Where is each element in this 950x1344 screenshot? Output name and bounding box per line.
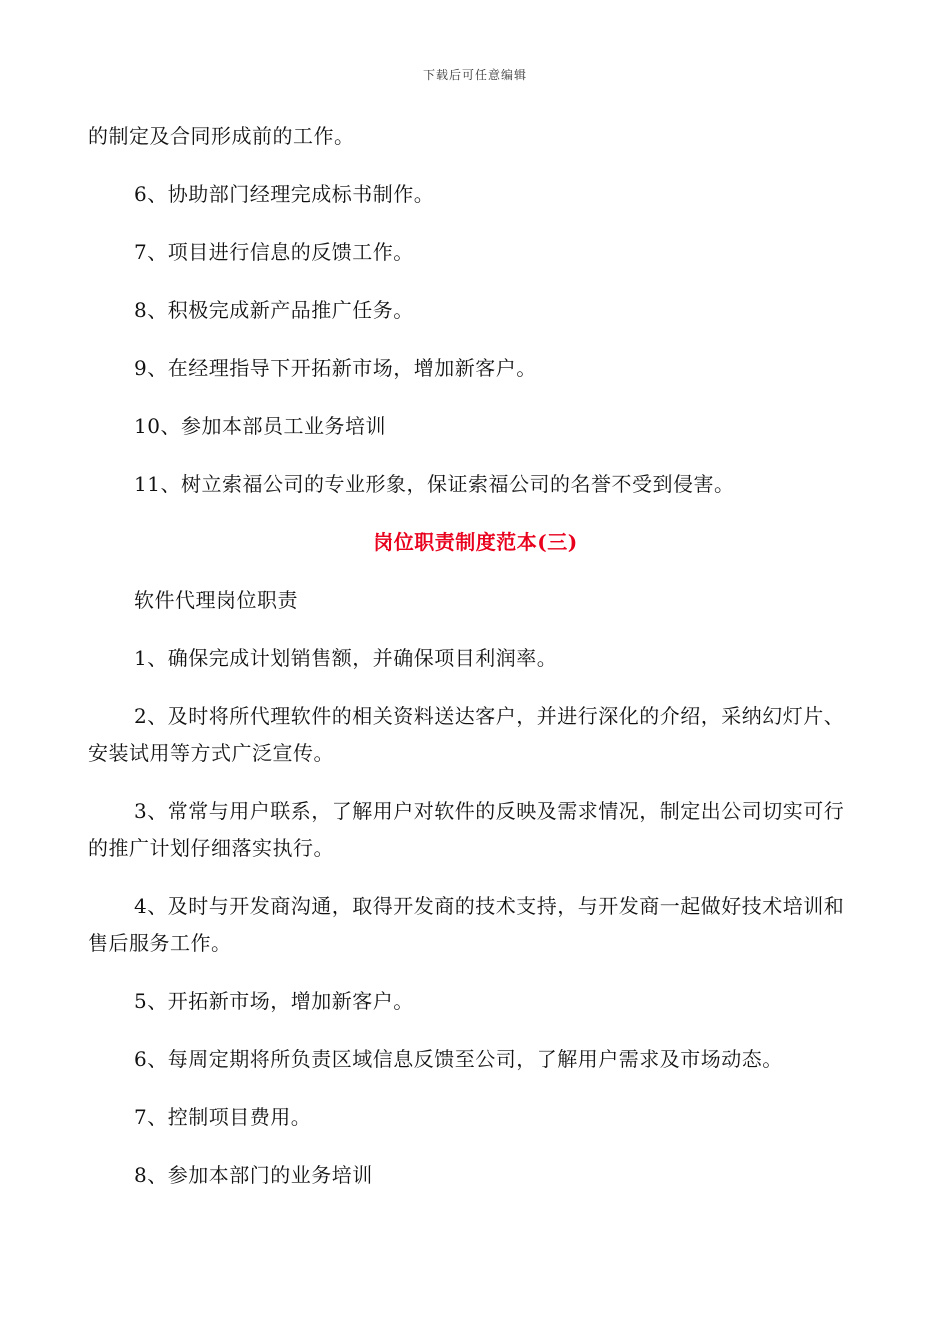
- page-header: 下载后可任意编辑: [422, 68, 527, 82]
- list-item: 7、项目进行信息的反馈工作。: [134, 240, 414, 264]
- list-item: 3、常常与用户联系，了解用户对软件的反映及需求情况，制定出公司切实可行的推广计划仔细落实执行。: [88, 799, 845, 860]
- list-item: 9、在经理指导下开拓新市场，增加新客户。: [134, 356, 537, 380]
- section-subtitle: 软件代理岗位职责: [134, 588, 298, 612]
- list-item: 10、参加本部员工业务培训: [134, 414, 386, 438]
- document-body: [88, 118, 863, 1215]
- list-item: 8、参加本部门的业务培训: [134, 1163, 373, 1187]
- list-item: 6、每周定期将所负责区域信息反馈至公司，了解用户需求及市场动态。: [134, 1047, 783, 1071]
- list-item: 5、开拓新市场，增加新客户。: [134, 989, 414, 1013]
- list-item: 1、确保完成计划销售额，并确保项目利润率。: [134, 646, 558, 670]
- paragraph-continuation: 的制定及合同形成前的工作。: [88, 124, 355, 148]
- list-item: 2、及时将所代理软件的相关资料送达客户，并进行深化的介绍，采纳幻灯片、安装试用等方式广泛宣传。: [88, 704, 845, 765]
- list-item: 11、树立索福公司的专业形象，保证索福公司的名誉不受到侵害。: [134, 472, 735, 496]
- list-item: 8、积极完成新产品推广任务。: [134, 298, 414, 322]
- section-title: 岗位职责制度范本(三): [373, 530, 578, 554]
- list-item: 6、协助部门经理完成标书制作。: [134, 182, 435, 206]
- list-item: 7、控制项目费用。: [134, 1105, 312, 1129]
- list-item: 4、及时与开发商沟通，取得开发商的技术支持，与开发商一起做好技术培训和售后服务工作。: [88, 894, 845, 955]
